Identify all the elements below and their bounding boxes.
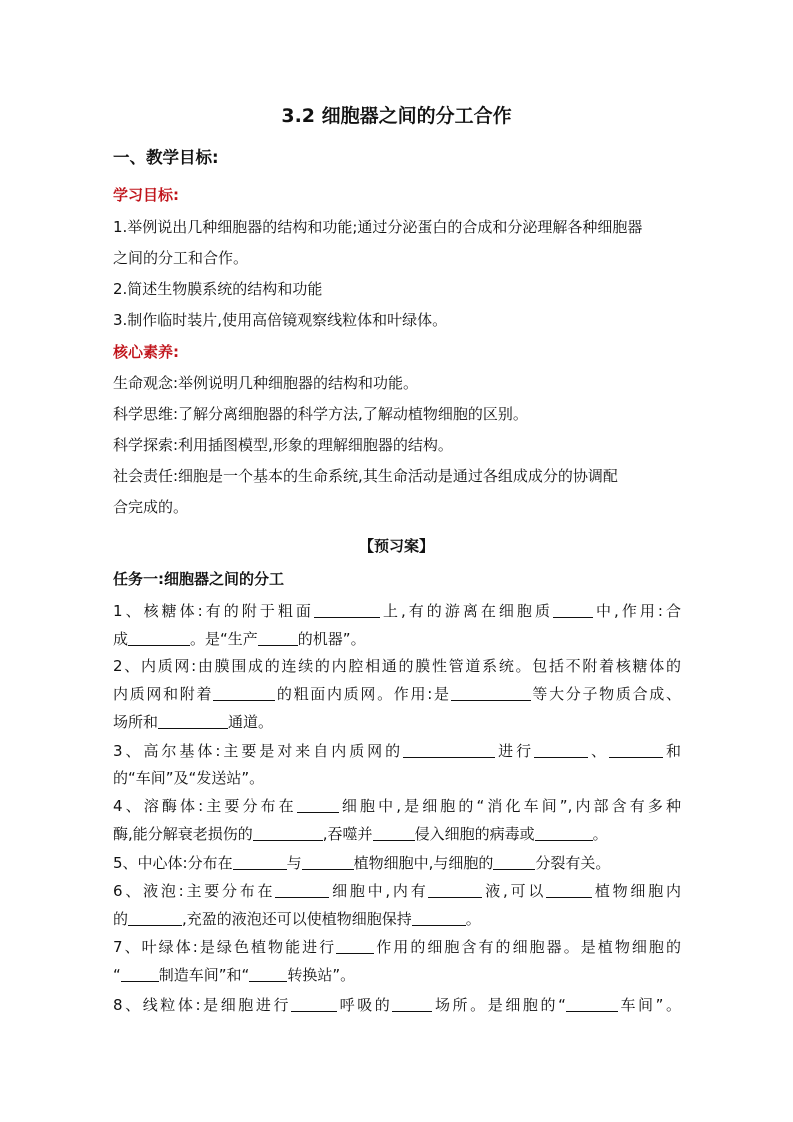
answer-blank[interactable] xyxy=(566,996,618,1012)
question-6-line1 xyxy=(113,880,681,902)
answer-blank[interactable] xyxy=(121,966,159,982)
answer-blank[interactable] xyxy=(428,882,482,898)
answer-blank[interactable] xyxy=(128,910,182,926)
q2-text: 等大分子物质合成、 xyxy=(530,685,681,703)
q8-text: 场所。是细胞的“ xyxy=(432,996,566,1014)
question-6-line2 xyxy=(113,908,481,930)
q2-text: 的粗面内质网。作用:是 xyxy=(275,685,451,703)
question-1-line1 xyxy=(113,600,681,622)
answer-blank[interactable] xyxy=(493,854,535,870)
answer-blank[interactable] xyxy=(403,742,495,758)
question-2-line1: 2、内质网:由膜围成的连续的内腔相通的膜性管道系统。包括不附着核糖体的 xyxy=(113,657,681,675)
answer-blank[interactable] xyxy=(233,854,287,870)
q5-text: 植物细胞中,与细胞的 xyxy=(353,854,494,872)
question-3-line2: 的“车间”及“发送站”。 xyxy=(113,769,265,787)
answer-blank[interactable] xyxy=(534,742,588,758)
answer-blank[interactable] xyxy=(128,630,190,646)
question-3-line1 xyxy=(113,740,681,762)
answer-blank[interactable] xyxy=(213,685,275,701)
q1-text: 成 xyxy=(113,630,129,648)
core-line: 社会责任:细胞是一个基本的生命系统,其生命活动是通过各组成成分的协调配 xyxy=(113,467,618,485)
q3-text: 3、高尔基体:主要是对来自内质网的 xyxy=(113,742,404,760)
question-4-line1 xyxy=(113,795,681,817)
q7-text: 7、叶绿体:是绿色植物能进行 xyxy=(113,938,337,956)
q4-text: 4、溶酶体:主要分布在 xyxy=(113,797,297,815)
q6-text: 的 xyxy=(113,910,129,928)
q1-text: 中,作用:合 xyxy=(593,602,681,620)
q6-text: 。 xyxy=(465,910,481,928)
answer-blank[interactable] xyxy=(535,825,593,841)
q3-text: 、 xyxy=(588,742,609,760)
q6-text: 植物细胞内 xyxy=(592,882,681,900)
q1-text: 。是“生产 xyxy=(190,630,258,648)
answer-blank[interactable] xyxy=(553,602,593,618)
answer-blank[interactable] xyxy=(291,996,337,1012)
q4-text: 酶,能分解衰老损伤的 xyxy=(113,825,253,843)
question-8-line1 xyxy=(113,994,681,1016)
answer-blank[interactable] xyxy=(249,966,287,982)
answer-blank[interactable] xyxy=(258,630,298,646)
task1-heading: 任务一:细胞器之间的分工 xyxy=(113,570,284,588)
goal-line: 1.举例说出几种细胞器的结构和功能;通过分泌蛋白的合成和分泌理解各种细胞器 xyxy=(113,218,643,236)
answer-blank[interactable] xyxy=(158,713,228,729)
section-heading-objectives: 一、教学目标: xyxy=(113,148,219,167)
q1-text: 1、核糖体:有的附于粗面 xyxy=(113,602,314,620)
goal-line: 之间的分工和合作。 xyxy=(113,249,249,267)
question-2-line2 xyxy=(113,683,681,705)
q3-text: 和 xyxy=(663,742,681,760)
goal-line: 3.制作临时装片,使用高倍镜观察线粒体和叶绿体。 xyxy=(113,311,448,329)
q3-text: 进行 xyxy=(495,742,535,760)
q5-text: 分裂有关。 xyxy=(535,854,611,872)
core-line: 科学探索:利用插图模型,形象的理解细胞器的结构。 xyxy=(113,436,453,454)
answer-blank[interactable] xyxy=(609,742,663,758)
q8-text: 车间”。 xyxy=(617,996,681,1014)
answer-blank[interactable] xyxy=(253,825,323,841)
answer-blank[interactable] xyxy=(392,996,432,1012)
answer-blank[interactable] xyxy=(302,854,354,870)
q8-text: 呼吸的 xyxy=(337,996,393,1014)
question-7-line1 xyxy=(113,936,681,958)
answer-blank[interactable] xyxy=(297,797,339,813)
q6-text: 细胞中,内有 xyxy=(329,882,429,900)
answer-blank[interactable] xyxy=(451,685,531,701)
answer-blank[interactable] xyxy=(275,882,329,898)
q1-text: 的机器”。 xyxy=(297,630,366,648)
q4-text: 细胞中,是细胞的“消化车间”,内部含有多种 xyxy=(338,797,681,815)
answer-blank[interactable] xyxy=(314,602,380,618)
q2-text: 场所和 xyxy=(113,713,159,731)
q8-text: 8、线粒体:是细胞进行 xyxy=(113,996,292,1014)
core-literacy-heading: 核心素养: xyxy=(113,343,179,361)
q2-text: 内质网和附着 xyxy=(113,685,214,703)
q7-text: “ xyxy=(113,966,121,984)
answer-blank[interactable] xyxy=(412,910,466,926)
q7-text: 制造车间”和“ xyxy=(158,966,250,984)
core-line: 生命观念:举例说明几种细胞器的结构和功能。 xyxy=(113,374,419,392)
page-title: 3.2 细胞器之间的分工合作 xyxy=(281,105,512,127)
q4-text: ,吞噬并 xyxy=(322,825,373,843)
answer-blank[interactable] xyxy=(373,825,415,841)
answer-blank[interactable] xyxy=(336,938,374,954)
question-7-line2 xyxy=(113,964,355,986)
q7-text: 转换站”。 xyxy=(287,966,356,984)
q7-text: 作用的细胞含有的细胞器。是植物细胞的 xyxy=(374,938,681,956)
core-line: 合完成的。 xyxy=(113,498,189,516)
q6-text: 液,可以 xyxy=(482,882,547,900)
preview-heading: 【预习案】 xyxy=(358,537,434,555)
q1-text: 上,有的游离在细胞质 xyxy=(379,602,553,620)
question-2-line3 xyxy=(113,711,273,733)
learning-goals-heading: 学习目标: xyxy=(113,186,179,204)
question-1-line2 xyxy=(113,628,366,650)
q4-text: 侵入细胞的病毒或 xyxy=(414,825,535,843)
question-5-line1 xyxy=(113,852,610,874)
q4-text: 。 xyxy=(592,825,608,843)
q2-text: 通道。 xyxy=(228,713,274,731)
q5-text: 5、中心体:分布在 xyxy=(113,854,233,872)
core-line: 科学思维:了解分离细胞器的科学方法,了解动植物细胞的区别。 xyxy=(113,405,528,423)
answer-blank[interactable] xyxy=(546,882,592,898)
q6-text: 6、液泡:主要分布在 xyxy=(113,882,276,900)
q6-text: ,充盈的液泡还可以使植物细胞保持 xyxy=(182,910,412,928)
question-4-line2 xyxy=(113,823,608,845)
q5-text: 与 xyxy=(286,854,302,872)
goal-line: 2.简述生物膜系统的结构和功能 xyxy=(113,280,323,298)
